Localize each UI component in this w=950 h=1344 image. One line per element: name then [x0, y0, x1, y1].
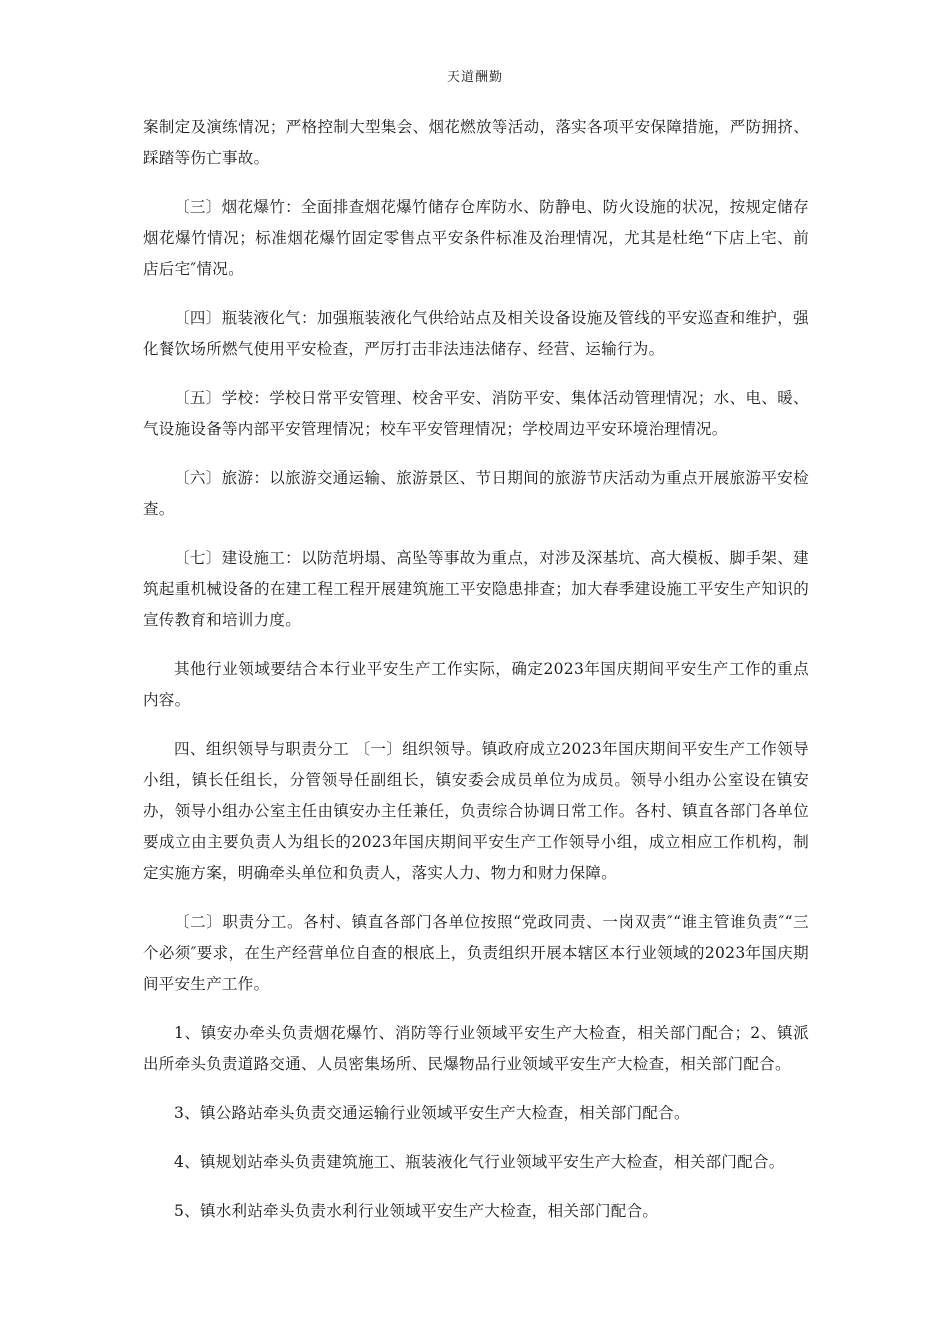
document-body — [143, 112, 809, 1245]
paragraph-tourism: 〔六〕旅游：以旅游交通运输、旅游景区、节日期间的旅游节庆活动为重点开展旅游平安检查。 — [143, 469, 809, 518]
paragraph-responsibilities: 〔二〕职责分工。各村、镇直各部门各单位按照“党政同责、一岗双责″“谁主管谁负责″“三个必须″要求，在生产经营单位自查的根底上，负责组织开展本辖区本行业领域的2023年国庆期间平安生产工作。 — [143, 913, 809, 993]
paragraph-other-industries: 其他行业领域要结合本行业平安生产工作实际，确定2023年国庆期间平安生产工作的重点内容。 — [143, 660, 809, 709]
paragraph-item-5: 5、镇水利站牵头负责水利行业领域平安生产大检查，相关部门配合。 — [174, 1202, 659, 1220]
paragraph-fireworks: 〔三〕烟花爆竹：全面排查烟花爆竹储存仓库防水、防静电、防火设施的状况，按规定储存烟花爆竹情况；标准烟花爆竹固定零售点平安条件标准及治理情况，尤其是杜绝“下店上宅、前店后宅″情况。 — [143, 198, 809, 278]
paragraph-continuation: 案制定及演练情况；严格控制大型集会、烟花燃放等活动，落实各项平安保障措施，严防拥挤、踩踏等伤亡事故。 — [143, 118, 809, 167]
paragraph-item-4: 4、镇规划站牵头负责建筑施工、瓶装液化气行业领域平安生产大检查，相关部门配合。 — [174, 1153, 785, 1171]
paragraph-organization-leadership: 四、组织领导与职责分工 〔一〕组织领导。镇政府成立2023年国庆期间平安生产工作领导小组，镇长任组长，分管领导任副组长，镇安委会成员单位为成员。领导小组办公室设在镇安办，领导小组办公室主任由镇安办主任兼任，负责综合协调日常工作。各村、镇直各部门各单位要成立由主要负责人为组长的2023年国庆期间平安生产工作领导小组，成立相应工作机构，制定实施方案，明确牵头单位和负责人，落实人力、物力和财力保障。 — [143, 740, 809, 882]
paragraph-item-3: 3、镇公路站牵头负责交通运输行业领域平安生产大检查，相关部门配合。 — [174, 1104, 690, 1122]
paragraph-lpg: 〔四〕瓶装液化气：加强瓶装液化气供给站点及相关设备设施及管线的平安巡查和维护，强化餐饮场所燃气使用平安检查，严厉打击非法违法储存、经营、运输行为。 — [143, 309, 809, 358]
paragraph-schools: 〔五〕学校：学校日常平安管理、校舍平安、消防平安、集体活动管理情况；水、电、暖、气设施设备等内部平安管理情况；校车平安管理情况；学校周边平安环境治理情况。 — [143, 389, 809, 438]
page-header: 天道酬勤 — [446, 70, 503, 85]
paragraph-construction: 〔七〕建设施工：以防范坍塌、高坠等事故为重点，对涉及深基坑、高大模板、脚手架、建筑起重机械设备的在建工程工程开展建筑施工平安隐患排查；加大春季建设施工平安生产知识的宣传教育和培训力度。 — [143, 549, 809, 629]
paragraph-item-1-2: 1、镇安办牵头负责烟花爆竹、消防等行业领域平安生产大检查，相关部门配合；2、镇派出所牵头负责道路交通、人员密集场所、民爆物品行业领域平安生产大检查，相关部门配合。 — [143, 1024, 809, 1073]
